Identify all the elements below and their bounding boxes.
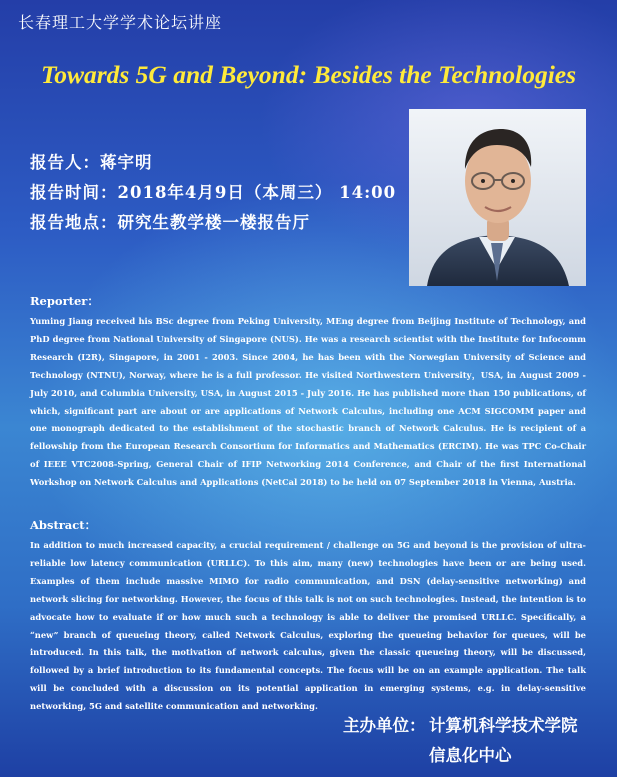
talk-time: 2018年4月9日（本周三） 14:00	[117, 183, 397, 202]
speaker-label: 报告人：	[30, 153, 100, 172]
host-label: 主办单位：	[343, 716, 426, 735]
host-org-secondary: 信息化中心	[429, 746, 512, 765]
speaker-photo	[409, 109, 586, 286]
speaker-portrait-icon	[409, 109, 586, 286]
abstract-heading: Abstract：	[30, 518, 97, 532]
abstract-text: In addition to much increased capacity, a crucial requirement / challenge on 5G and beyond is the provision of ultra-reliable low latency communication (URLLC). To this aim, many (new) technologies have been or are being used. Examples of them include massive MIMO for radio communication, and DSN (delay-sensitive networking) and network slicing for networking. However, the focus of this talk is not on such technologies. Instead, the intention is to advocate how to evaluate if or how much such a technology is able to deliver the promised URLLC. Specifically, a “new” branch of queueing theory, called Network Calculus, exploring the queueing behavior for queues, will be introduced. In this talk, the motivation of network calculus, given the classic queueing theory, will be discussed, followed by a brief introduction to its fundamental concepts. The focus will be on an example application. The talk will be concluded with a discussion on its potential application in emerging systems, e.g. in delay-sensitive networking, 5G and satellite communication and networking.	[30, 540, 586, 712]
speaker-line	[30, 148, 396, 178]
talk-title: Towards 5G and Beyond: Besides the Technologies	[40, 60, 577, 89]
reporter-heading: Reporter：	[30, 294, 99, 308]
speaker-name: 蒋宇明	[100, 153, 153, 172]
location-label: 报告地点：	[30, 213, 118, 232]
organizer-header: 长春理工大学学术论坛讲座	[18, 13, 223, 32]
reporter-bio: Yuming Jiang received his BSc degree from Peking University, MEng degree from Beijing Institute of Technology, and PhD degree from National University of Singapore (NUS). He was a research scientist with the Institute for Infocomm Research (I2R), Singapore, in 2001 - 2003. Since 2004, he has been with the Norwegian University of Science and Technology (NTNU), Norway, where he is a full professor. He visited Northwestern University，USA, in August 2009 - July 2010, and Columbia University, USA, in August 2015 - July 2016. He has published more than 150 publications, of which, significant part are about or are applications of Network Calculus, including one ACM SIGCOMM paper and one monograph dedicated to the establishment of the stochastic branch of Network Calculus. He is recipient of a fellowship from the European Research Consortium for Informatics and Mathematics (ERCIM). He was TPC Co-Chair of IEEE VTC2008-Spring, General Chair of IFIP Networking 2014 Conference, and Chair of the first International Workshop on Network Calculus and Applications (NetCal 2018) to be held on 07 September 2018 in Vienna, Austria.	[30, 316, 586, 488]
talk-meta	[30, 148, 396, 238]
talk-location: 研究生教学楼一楼报告厅	[117, 213, 310, 232]
location-line	[30, 208, 396, 238]
host-org-primary: 计算机科学技术学院	[429, 716, 578, 735]
time-label: 报告时间：	[30, 183, 118, 202]
time-line	[30, 178, 396, 208]
